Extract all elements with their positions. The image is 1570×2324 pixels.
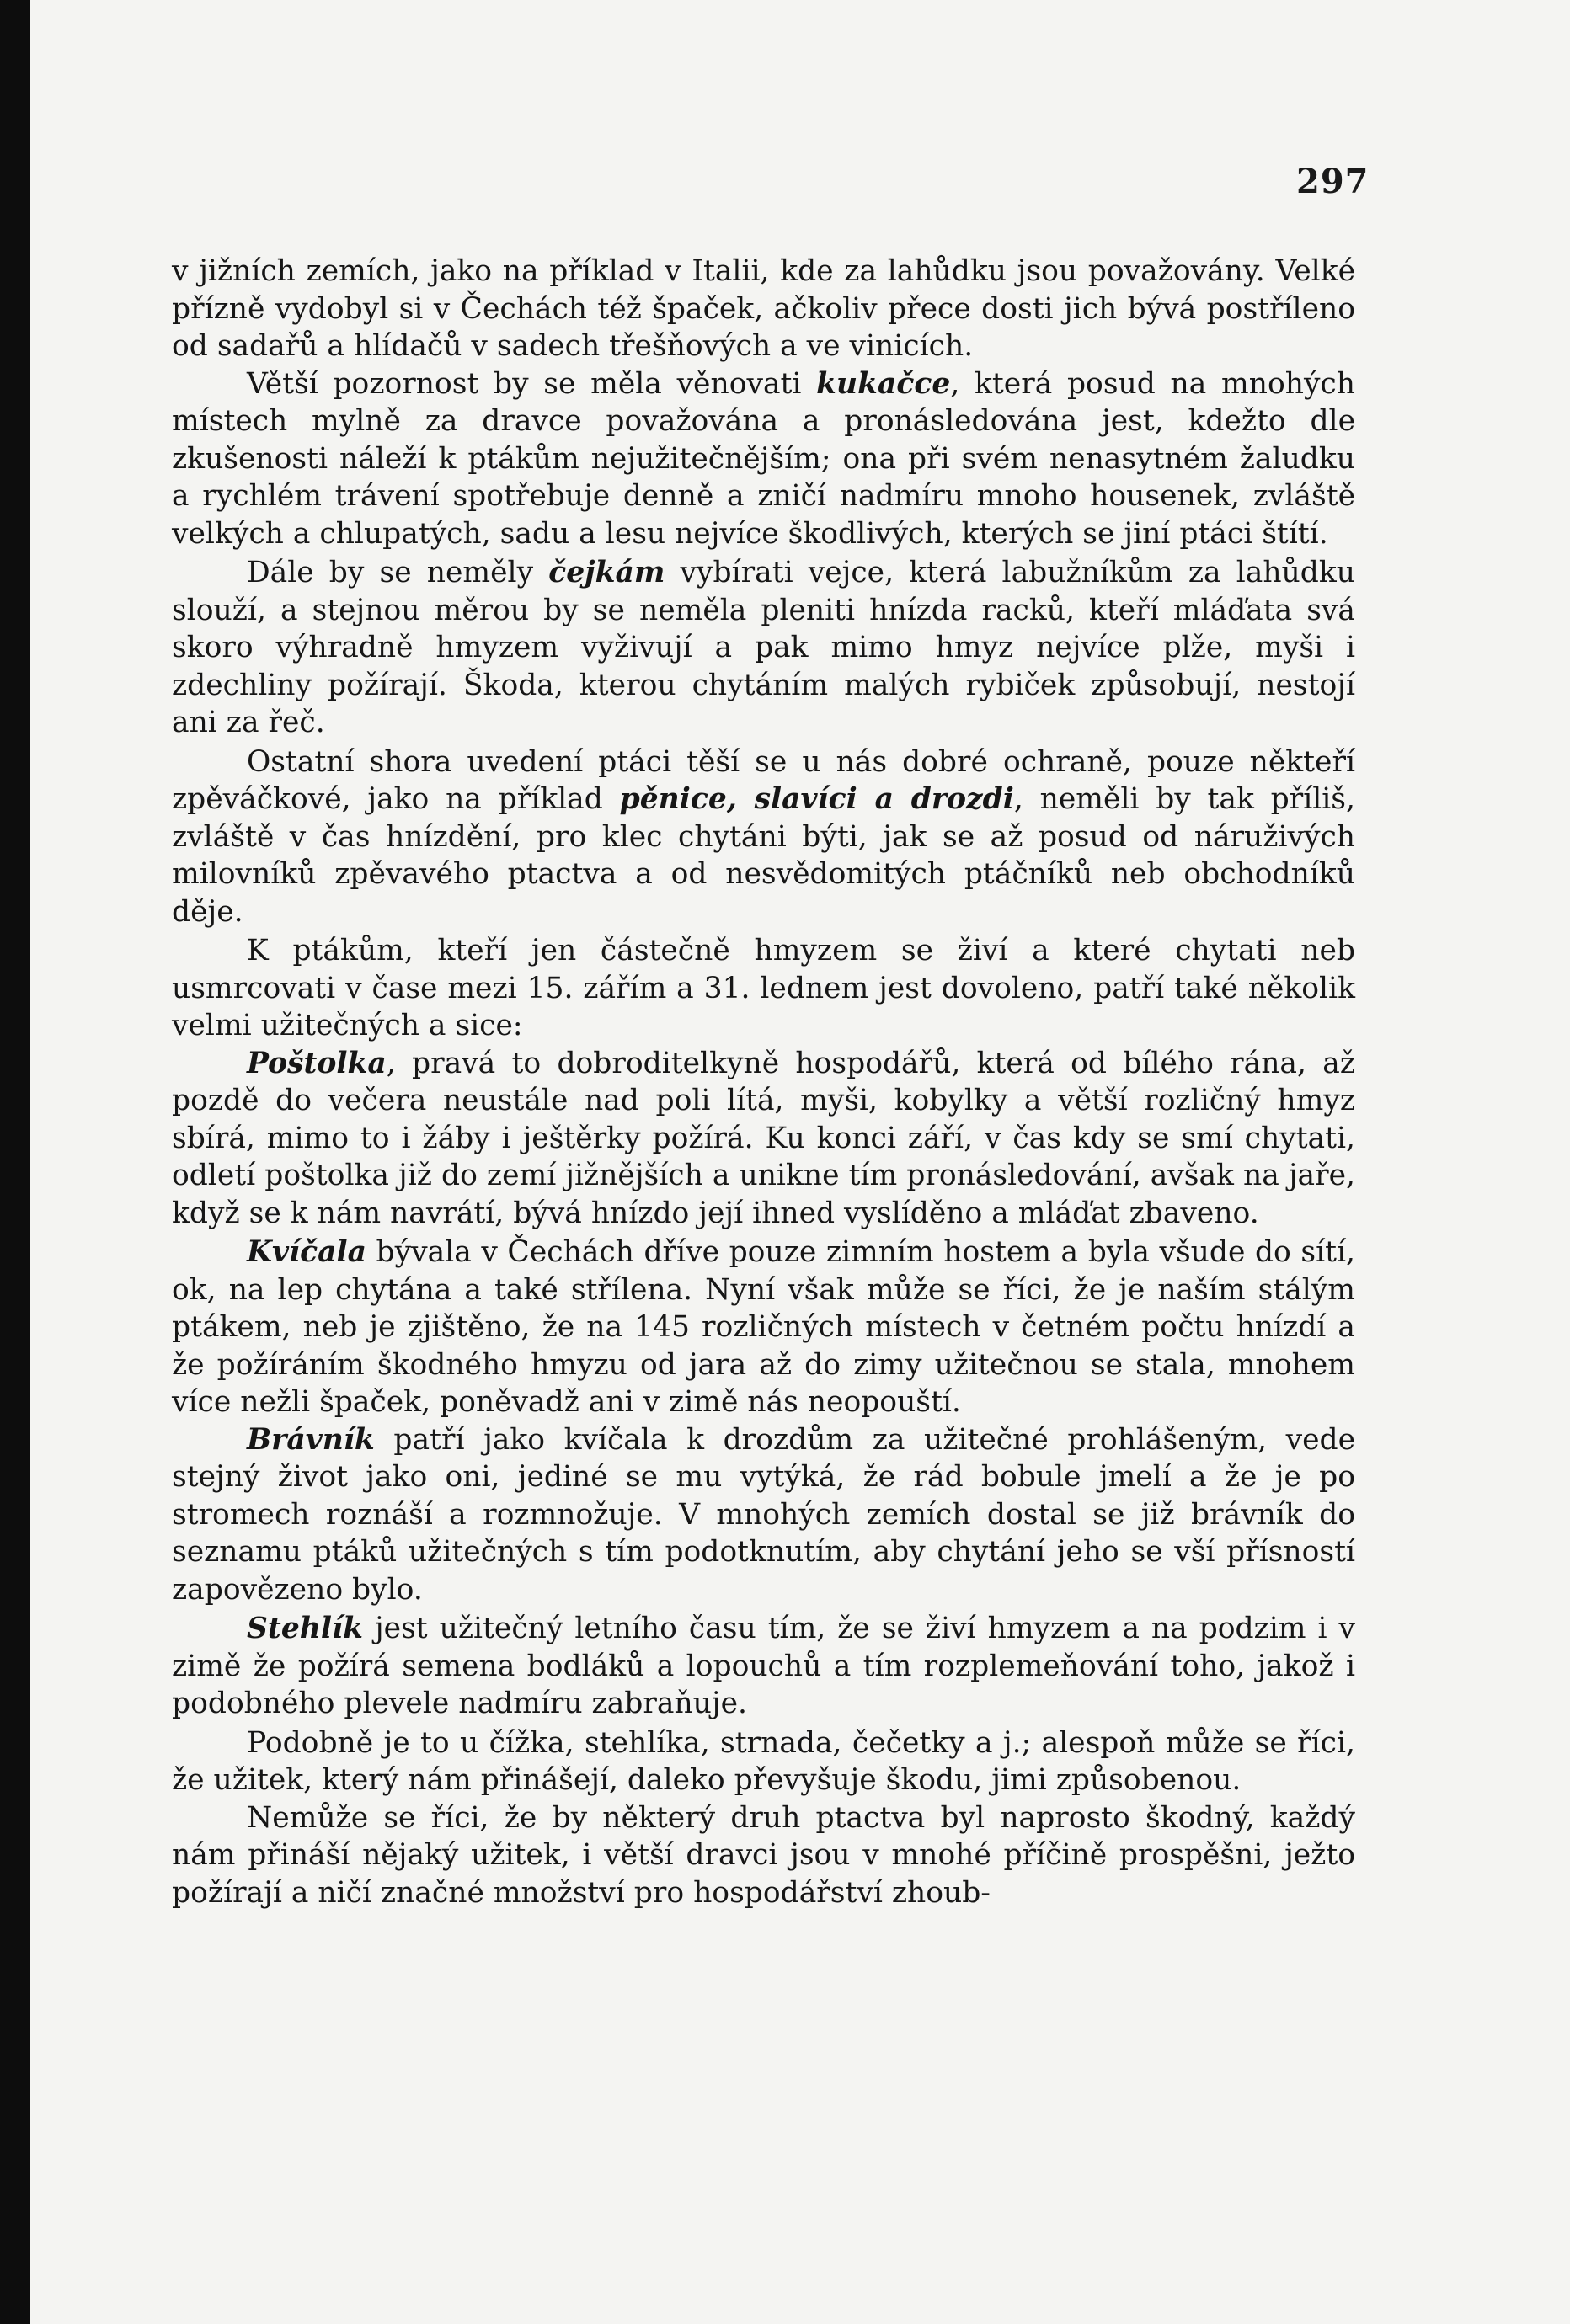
- body-text: [172, 253, 1355, 1911]
- bird-name-cejka: čejkám: [548, 556, 665, 589]
- paragraph: [172, 1045, 1355, 1233]
- paragraph-text: , pravá to dobroditelkyně hospodářů, která od bílého rána, až pozdě do večera neustále nad poli lítá, myši, kobylky a větší rozličný hmyz sbírá, mimo to i žáby i ještěrky požírá. Ku konci září, v čas kdy se smí chytati, odletí poštolka již do zemí jižnějších a unikne tím pronásledování, avšak na jaře, když se k nám navrátí, bývá hnízdo její ihned vyslíděno a mláďat zbaveno.: [172, 1046, 1355, 1230]
- paragraph: [172, 554, 1355, 742]
- paragraph: [172, 932, 1355, 1045]
- paragraph-text: Ostatní shora uvedení ptáci těší se u nás dobré ochraně, pouze někteří zpěváčkové, jako na příklad: [172, 744, 1355, 816]
- paragraph-text: jest užitečný letního času tím, že se živí hmyzem a na podzim i v zimě že požírá semena bodláků a lopouchů a tím rozplemeňování toho, jakož i podobného plevele nadmíru zabraňuje.: [172, 1612, 1355, 1720]
- paragraph-text: Nemůže se říci, že by některý druh ptactva byl naprosto škodný, každý nám přináší nějaký užitek, i větší dravci jsou v mnohé příčině prospěšni, ježto požírají a ničí značné množství pro hospodářství zhoub-: [172, 1800, 1355, 1910]
- paragraph-text: v jižních zemích, jako na příklad v Italii, kde za lahůdku jsou považovány. Velké přízně vydobyl si v Čechách též špaček, ačkoliv přece dosti jich bývá postříleno od sadařů a hlídačů v sadech třešňových a ve vinicích.: [172, 254, 1355, 363]
- page-number: 297: [1296, 162, 1370, 201]
- paragraph-text: patří jako kvíčala k drozdům za užitečné prohlášeným, vede stejný život jako oni, jediné se mu vytýká, že rád bobule jmelí a že je po stromech roznáší a rozmnožuje. V mnohých zemích dostal se již brávník do seznamu ptáků užitečných s tím podotknutím, aby chytání jeho se vší přísností zapovězeno bylo.: [172, 1422, 1355, 1607]
- paragraph: [172, 253, 1355, 365]
- bird-name-kukacka: kukačce: [816, 366, 951, 401]
- paragraph: [172, 1421, 1355, 1609]
- bird-name-bravnik: Brávník: [247, 1422, 375, 1457]
- paragraph-text: Dále by se neměly: [247, 556, 549, 589]
- paragraph: [172, 365, 1355, 553]
- bird-name-postolka: Poštolka: [247, 1046, 387, 1080]
- paragraph-text: Podobně je to u čížka, stehlíka, strnada, čečetky a j.; alespoň může se říci, že užitek, který nám přinášejí, daleko převyšuje škodu, jimi způsobenou.: [172, 1725, 1355, 1797]
- book-page: [30, 0, 1570, 2324]
- paragraph-text: , neměli by tak příliš, zvláště v čas hnízdění, pro klec chytáni býti, jak se až posud od náruživých milovníků zpěvavého ptactva a od nesvědomitých ptáčníků neb obchodníků děje.: [172, 782, 1355, 929]
- paragraph: [172, 1724, 1355, 1799]
- bird-names-songbirds: pěnice, slavíci a drozdi: [619, 782, 1014, 816]
- bird-name-kvicala: Kvíčala: [247, 1235, 366, 1269]
- paragraph-text: , která posud na mnohých místech mylně za dravce považována a pronásledována jest, kdežto dle zkušenosti náleží k ptákům nejužitečnějším; ona při svém nenasytném žaludku a rychlém trávení spotřebuje denně a zničí nadmíru mnoho housenek, zvláště velkých a chlupatých, sadu a lesu nejvíce škodlivých, kterých se jiní ptáci štítí.: [172, 366, 1355, 551]
- paragraph-text: K ptákům, kteří jen částečně hmyzem se živí a které chytati neb usmrcovati v čase mezi 15. zářím a 31. lednem jest dovoleno, patří také několik velmi užitečných a sice:: [172, 934, 1355, 1042]
- bird-name-stehlik: Stehlík: [247, 1612, 363, 1645]
- paragraph: [172, 744, 1355, 931]
- paragraph-text: vybírati vejce, která labužníkům za lahůdku slouží, a stejnou měrou by se neměla pleniti hnízda racků, kteří mláďata svá skoro výhradně hmyzem vyživují a pak mimo hmyz nejvíce plže, myši i zdechliny požírají. Škoda, kterou chytáním malých rybiček způsobují, nestojí ani za řeč.: [172, 556, 1355, 739]
- paragraph-text: bývala v Čechách dříve pouze zimním hostem a byla všude do sítí, ok, na lep chytána a také střílena. Nyní však může se říci, že je naším stálým ptákem, neb je zjištěno, že na 145 rozličných místech v četném počtu hnízdí a že požíráním škodného hmyzu od jara až do zimy užitečnou se stala, mnohem více nežli špaček, poněvadž ani v zimě nás neopouští.: [172, 1235, 1355, 1419]
- paragraph: [172, 1610, 1355, 1723]
- paragraph: [172, 1799, 1355, 1912]
- paragraph-text: Větší pozornost by se měla věnovati: [247, 366, 817, 401]
- paragraph: [172, 1234, 1355, 1421]
